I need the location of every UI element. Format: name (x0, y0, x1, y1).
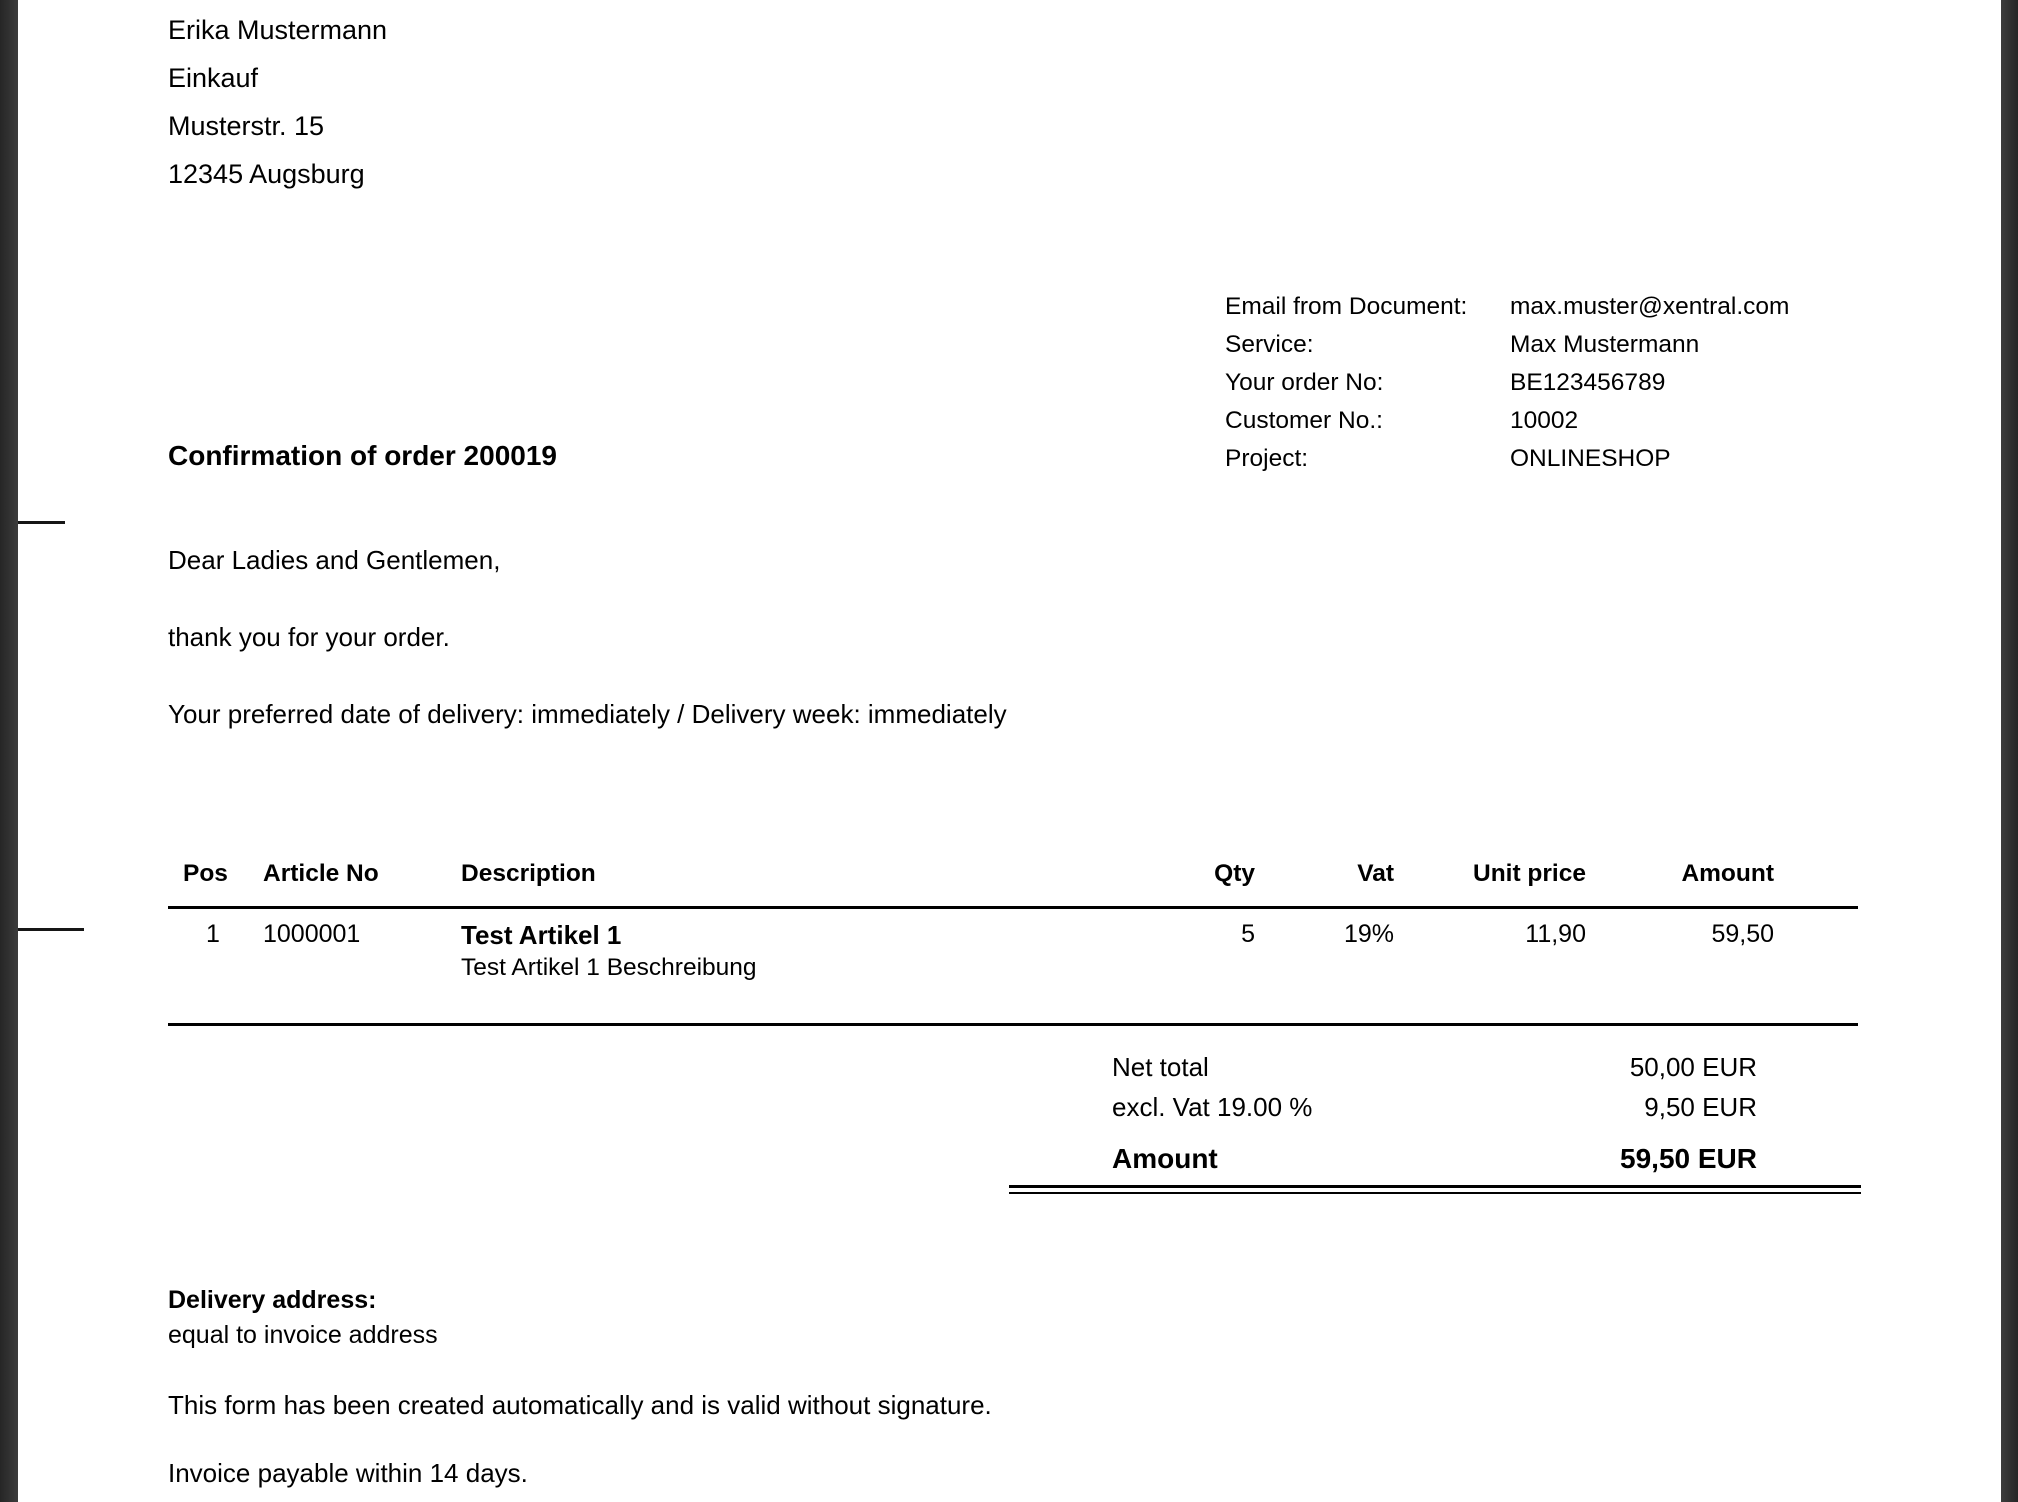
totals-vat-value: 9,50 EUR (1644, 1092, 1757, 1122)
delivery-address-value: equal to invoice address (168, 1321, 438, 1349)
recipient-address-block (168, 6, 387, 198)
item-row-description-sub: Test Artikel 1 Beschreibung (461, 954, 757, 981)
fold-mark-top (18, 521, 65, 524)
totals-double-rule (1009, 1185, 1861, 1194)
viewer-edge-left (0, 0, 18, 1502)
item-row-vat: 19% (1343, 920, 1394, 948)
meta-row-project (1225, 440, 1789, 478)
table-bottom-rule (168, 1023, 1858, 1026)
salutation-line: Dear Ladies and Gentlemen, (168, 545, 501, 575)
item-row-description: Test Artikel 1 (461, 920, 622, 950)
order-meta-block (1225, 288, 1789, 478)
table-header-rule (168, 906, 1858, 909)
meta-label-order-no: Your order No: (1225, 369, 1384, 396)
meta-row-order-no (1225, 364, 1789, 402)
table-header-article-no: Article No (263, 860, 379, 887)
document-title: Confirmation of order 200019 (168, 440, 557, 471)
meta-label-customer-no: Customer No.: (1225, 407, 1383, 434)
totals-amount-value: 59,50 EUR (1620, 1143, 1757, 1174)
footer-note-payment: Invoice payable within 14 days. (168, 1458, 528, 1488)
meta-value-customer-no: 10002 (1510, 407, 1579, 434)
meta-row-email (1225, 288, 1789, 326)
totals-vat-label: excl. Vat 19.00 % (1112, 1092, 1313, 1122)
recipient-dept: Einkauf (168, 63, 259, 93)
viewer-edge-right (2001, 0, 2018, 1502)
delivery-address-label: Delivery address: (168, 1286, 377, 1314)
thank-you-line: thank you for your order. (168, 622, 450, 652)
footer-note-signature: This form has been created automatically and is valid without signature. (168, 1390, 992, 1420)
fold-mark-middle (18, 928, 84, 931)
recipient-name: Erika Mustermann (168, 15, 388, 45)
totals-amount-label: Amount (1112, 1143, 1218, 1174)
item-row-qty: 5 (1241, 920, 1255, 948)
meta-row-customer-no (1225, 402, 1789, 440)
item-row-pos: 1 (206, 920, 220, 948)
meta-value-service: Max Mustermann (1510, 331, 1700, 358)
meta-value-project: ONLINESHOP (1510, 445, 1671, 472)
meta-row-service (1225, 326, 1789, 364)
table-header-unit-price: Unit price (1473, 860, 1586, 887)
meta-label-email: Email from Document: (1225, 293, 1468, 320)
totals-net-label: Net total (1112, 1052, 1209, 1082)
item-row-amount: 59,50 (1711, 920, 1774, 948)
table-header-amount: Amount (1681, 860, 1774, 887)
table-header-vat: Vat (1357, 860, 1394, 887)
table-header-description: Description (461, 860, 596, 887)
item-row-unit-price: 11,90 (1525, 920, 1586, 948)
meta-label-service: Service: (1225, 331, 1314, 358)
table-header-qty: Qty (1214, 860, 1255, 887)
totals-net-value: 50,00 EUR (1629, 1052, 1757, 1082)
table-header-pos: Pos (183, 860, 228, 887)
meta-value-order-no: BE123456789 (1510, 369, 1666, 396)
meta-value-email: max.muster@xentral.com (1510, 293, 1790, 320)
delivery-preference-line: Your preferred date of delivery: immediately / Delivery week: immediately (168, 699, 1007, 729)
recipient-street: Musterstr. 15 (168, 111, 325, 141)
recipient-city: 12345 Augsburg (168, 159, 365, 189)
item-row-article-no: 1000001 (263, 920, 361, 948)
meta-label-project: Project: (1225, 445, 1309, 472)
